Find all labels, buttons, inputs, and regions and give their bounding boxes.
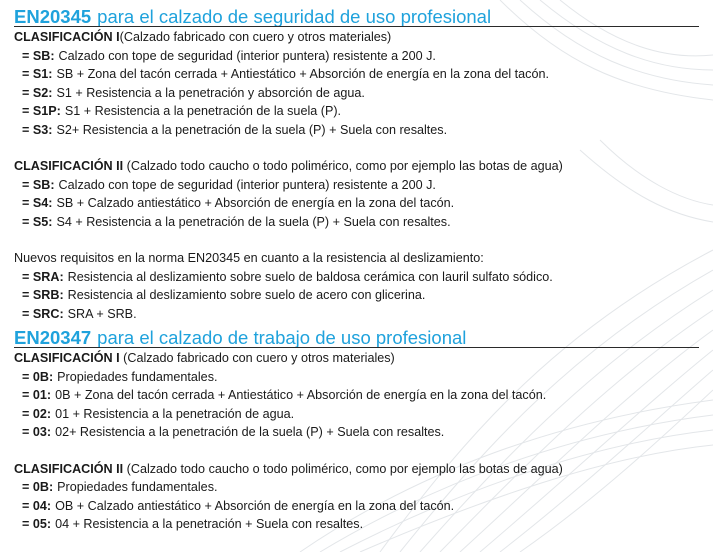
item-description: SRA + SRB. xyxy=(67,306,137,321)
list-item xyxy=(14,102,699,121)
section-title: para el calzado de trabajo de uso profesional xyxy=(97,327,467,348)
item-code: = 04: xyxy=(22,498,52,513)
requirements-note: Nuevos requisitos en la norma EN20345 en cuanto a la resistencia al deslizamiento: xyxy=(14,251,484,265)
item-description: Calzado con tope de seguridad (interior puntera) resistente a 200 J. xyxy=(58,177,436,192)
item-description: SB + Calzado antiestático + Absorción de energía en la zona del tacón. xyxy=(56,196,455,210)
item-description: 02+ Resistencia a la penetración de la suela (P) + Suela con resaltes. xyxy=(55,425,445,439)
item-description: S1 + Resistencia a la penetración y absorción de agua. xyxy=(56,85,365,100)
classification-label: CLASIFICACIÓN II xyxy=(14,461,124,476)
item-description: SB + Zona del tacón cerrada + Antiestático + Absorción de energía en la zona del tacón. xyxy=(56,67,549,81)
item-code: = SRA: xyxy=(22,269,64,284)
spacer xyxy=(14,139,699,157)
item-description: S2+ Resistencia a la penetración de la suela (P) + Suela con resaltes. xyxy=(56,122,448,137)
item-code: = 01: xyxy=(22,388,52,402)
list-item xyxy=(14,268,699,287)
item-code: = S1P: xyxy=(22,104,61,118)
item-description: OB + Calzado antiestático + Absorción de energía en la zona del tacón. xyxy=(55,498,455,513)
item-code: = S2: xyxy=(22,85,53,100)
list-item xyxy=(14,176,699,195)
item-code: = S4: xyxy=(22,196,53,210)
item-code: = 0B: xyxy=(22,369,54,384)
classification-label: CLASIFICACIÓN I xyxy=(14,351,120,365)
list-item xyxy=(14,213,699,232)
section-divider xyxy=(14,347,699,348)
list-item xyxy=(14,47,699,66)
list-item xyxy=(14,386,699,405)
item-code: = SB: xyxy=(22,177,55,192)
list-item xyxy=(14,305,699,324)
spacer xyxy=(14,442,699,460)
list-item xyxy=(14,84,699,103)
standard-code: EN20345 xyxy=(14,6,92,27)
classification-description: (Calzado fabricado con cuero y otros materiales) xyxy=(119,30,392,44)
item-code: = S5: xyxy=(22,214,53,229)
item-code: = SB: xyxy=(22,48,55,63)
item-code: = 03: xyxy=(22,425,52,439)
item-description: Resistencia al deslizamiento sobre suelo de baldosa cerámica con lauril sulfato sódico. xyxy=(67,269,553,284)
list-item xyxy=(14,405,699,424)
item-code: = 0B: xyxy=(22,480,54,494)
classification-description: (Calzado todo caucho o todo polimérico, como por ejemplo las botas de agua) xyxy=(123,159,563,173)
item-description: Resistencia al deslizamiento sobre suelo de acero con glicerina. xyxy=(67,288,426,302)
classification-heading xyxy=(14,349,699,368)
classification-description: (Calzado fabricado con cuero y otros materiales) xyxy=(119,351,395,365)
item-code: = S3: xyxy=(22,122,53,137)
item-code: = SRC: xyxy=(22,306,64,321)
item-code: = S1: xyxy=(22,67,53,81)
item-description: 0B + Zona del tacón cerrada + Antiestático + Absorción de energía en la zona del tacón. xyxy=(55,388,547,402)
item-description: Propiedades fundamentales. xyxy=(57,369,218,384)
standard-code: EN20347 xyxy=(14,327,92,348)
item-description: 04 + Resistencia a la penetración + Suela con resaltes. xyxy=(55,517,364,531)
section-heading xyxy=(14,327,699,349)
classification-description: (Calzado todo caucho o todo polimérico, como por ejemplo las botas de agua) xyxy=(123,461,563,476)
list-item xyxy=(14,497,699,516)
list-item xyxy=(14,423,699,442)
list-item xyxy=(14,515,699,534)
list-item xyxy=(14,194,699,213)
classification-heading xyxy=(14,460,699,479)
section-heading xyxy=(14,6,699,28)
classification-label: CLASIFICACIÓN II xyxy=(14,159,124,173)
item-description: S4 + Resistencia a la penetración de la suela (P) + Suela con resaltes. xyxy=(56,214,451,229)
section-divider xyxy=(14,26,699,27)
classification-label: CLASIFICACIÓN I xyxy=(14,30,120,44)
classification-heading xyxy=(14,28,699,47)
spacer xyxy=(14,231,699,249)
item-description: S1 + Resistencia a la penetración de la suela (P). xyxy=(64,104,342,118)
list-item xyxy=(14,478,699,497)
item-code: = 02: xyxy=(22,406,52,421)
item-description: Propiedades fundamentales. xyxy=(57,480,218,494)
item-code: = SRB: xyxy=(22,288,64,302)
list-item xyxy=(14,65,699,84)
item-description: 01 + Resistencia a la penetración de agua. xyxy=(55,406,295,421)
classification-heading xyxy=(14,157,699,176)
section-title: para el calzado de seguridad de uso profesional xyxy=(97,6,492,27)
list-item xyxy=(14,121,699,140)
item-code: = 05: xyxy=(22,517,52,531)
list-item xyxy=(14,286,699,305)
item-description: Calzado con tope de seguridad (interior puntera) resistente a 200 J. xyxy=(58,48,436,63)
list-item xyxy=(14,368,699,387)
